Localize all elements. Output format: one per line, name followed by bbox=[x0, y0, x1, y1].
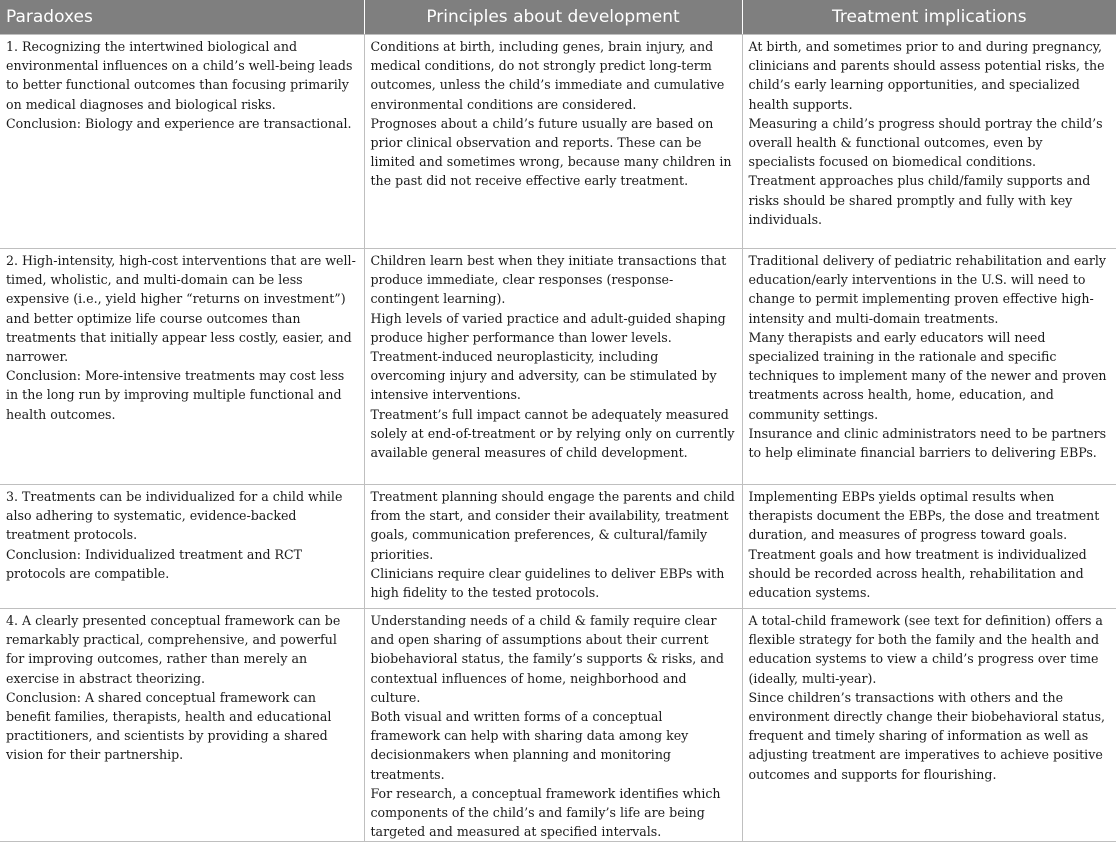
header-row bbox=[0, 0, 1116, 35]
paragraph: Conclusion: More-intensive treatments may cost less in the long run by improving multiple functional and health outcomes. bbox=[6, 368, 345, 422]
paragraph: A total-child framework (see text for definition) offers a flexible strategy for both the family and the health and education systems to view a child’s progress over time (ideally, multi-year). bbox=[748, 613, 1103, 686]
paragraph: Prognoses about a child’s future usually are based on prior clinical observation and reports. These can be limited and sometimes wrong, because many children in the past did not receive effective early treatment. bbox=[370, 115, 732, 189]
paragraph: Both visual and written forms of a conceptual framework can help with sharing data among key decisionmakers when planning and monitoring treatments. bbox=[370, 709, 689, 782]
paradox-cell bbox=[0, 35, 364, 249]
paradox-cell bbox=[0, 249, 364, 485]
paragraph: Clinicians require clear guidelines to deliver EBPs with high fidelity to the tested protocols. bbox=[370, 565, 725, 601]
paragraph: High levels of varied practice and adult-guided shaping produce higher performance than lower levels. bbox=[370, 310, 726, 345]
table-body bbox=[0, 35, 1116, 842]
paradox-cell bbox=[0, 609, 364, 842]
paragraph: Treatment goals and how treatment is individualized should be recorded across health, rehabilitation and education systems. bbox=[748, 546, 1087, 601]
principles-cell bbox=[364, 249, 742, 485]
treatment-cell bbox=[742, 609, 1116, 842]
paragraph: Conclusion: Individualized treatment and RCT protocols are compatible. bbox=[6, 546, 303, 581]
paragraph: Understanding needs of a child & family require clear and open sharing of assumptions about their current biobehavioral status, the family’s supports & risks, and contextual influences of home, neighborhood and culture. bbox=[370, 613, 724, 705]
paragraph: Treatment-induced neuroplasticity, including overcoming injury and adversity, can be stimulated by intensive interventions. bbox=[370, 349, 717, 403]
table-row bbox=[0, 485, 1116, 609]
paragraph: 4. A clearly presented conceptual framework can be remarkably practical, comprehensive, and powerful for improving outcomes, rather than merely an exercise in abstract theorizing. bbox=[6, 613, 341, 686]
paragraph: Treatment’s full impact cannot be adequately measured solely at end-of-treatment or by relying only on currently available general measures of child development. bbox=[370, 406, 735, 461]
paragraph: At birth, and sometimes prior to and during pregnancy, clinicians and parents should assess potential risks, the child’s early learning opportunities, and specialized health supports. bbox=[748, 39, 1105, 112]
treatment-cell bbox=[742, 485, 1116, 609]
principles-cell bbox=[364, 609, 742, 842]
paragraph: Implementing EBPs yields optimal results when therapists document the EBPs, the dose and treatment duration, and measures of progress toward goals. bbox=[748, 489, 1100, 543]
paragraph: Many therapists and early educators will need specialized training in the rationale and specific techniques to implement many of the newer and proven treatments across health, home, education, and community settings. bbox=[748, 329, 1107, 422]
paragraph: Measuring a child’s progress should portray the child’s overall health & functional outcomes, even by specialists focused on biomedical conditions. bbox=[748, 115, 1103, 170]
paradox-cell bbox=[0, 485, 364, 609]
header-principles: Principles about development bbox=[364, 0, 742, 35]
table-row bbox=[0, 609, 1116, 842]
treatment-cell bbox=[742, 35, 1116, 249]
paragraph: Traditional delivery of pediatric rehabilitation and early education/early interventions in the U.S. will need to change to permit implementing proven effective high-intensity and multi-domain treatments. bbox=[748, 253, 1107, 326]
table-row bbox=[0, 249, 1116, 485]
paragraph: For research, a conceptual framework identifies which components of the child’s and family’s life are being targeted and measured at specified intervals. bbox=[370, 785, 721, 840]
paragraph: Since children’s transactions with others and the environment directly change their biobehavioral status, frequent and timely sharing of information as well as adjusting treatment are imperatives to achieve positive outcomes and supports for flourishing. bbox=[748, 689, 1106, 782]
paragraph: Treatment planning should engage the parents and child from the start, and consider their availability, treatment goals, communication preferences, & cultural/family priorities. bbox=[370, 489, 735, 562]
paragraph: Conclusion: Biology and experience are transactional. bbox=[6, 115, 352, 131]
treatment-cell bbox=[742, 249, 1116, 485]
paragraph: Conditions at birth, including genes, brain injury, and medical conditions, do not strongly predict long-term outcomes, unless the child’s immediate and cumulative environmental conditions are considered. bbox=[370, 39, 725, 112]
paragraph: Insurance and clinic administrators need to be partners to help eliminate financial barriers to delivering EBPs. bbox=[748, 425, 1107, 461]
header-paradoxes: Paradoxes bbox=[0, 0, 364, 35]
principles-cell bbox=[364, 35, 742, 249]
paragraph: 2. High-intensity, high-cost interventions that are well-timed, wholistic, and multi-domain can be less expensive (i.e., yield higher “returns on investment”) and better optimize life course outcomes than treatments that initially appear less costly, easier, and narrower. bbox=[6, 253, 356, 365]
paragraph: 3. Treatments can be individualized for a child while also adhering to systematic, evidence-backed treatment protocols. bbox=[6, 489, 343, 543]
principles-cell bbox=[364, 485, 742, 609]
paragraph: Conclusion: A shared conceptual framework can benefit families, therapists, health and educational practitioners, and scientists by providing a shared vision for their partnership. bbox=[6, 689, 332, 763]
header-treatment-implications: Treatment implications bbox=[742, 0, 1116, 35]
paragraph: Children learn best when they initiate transactions that produce immediate, clear responses (response-contingent learning). bbox=[370, 253, 727, 307]
table-header bbox=[0, 0, 1116, 35]
table-row bbox=[0, 35, 1116, 249]
paragraph: 1. Recognizing the intertwined biological and environmental influences on a child’s well-being leads to better functional outcomes than focusing primarily on medical diagnoses and biological risks. bbox=[6, 39, 353, 112]
paragraph: Treatment approaches plus child/family supports and risks should be shared promptly and fully with key individuals. bbox=[748, 173, 1091, 227]
